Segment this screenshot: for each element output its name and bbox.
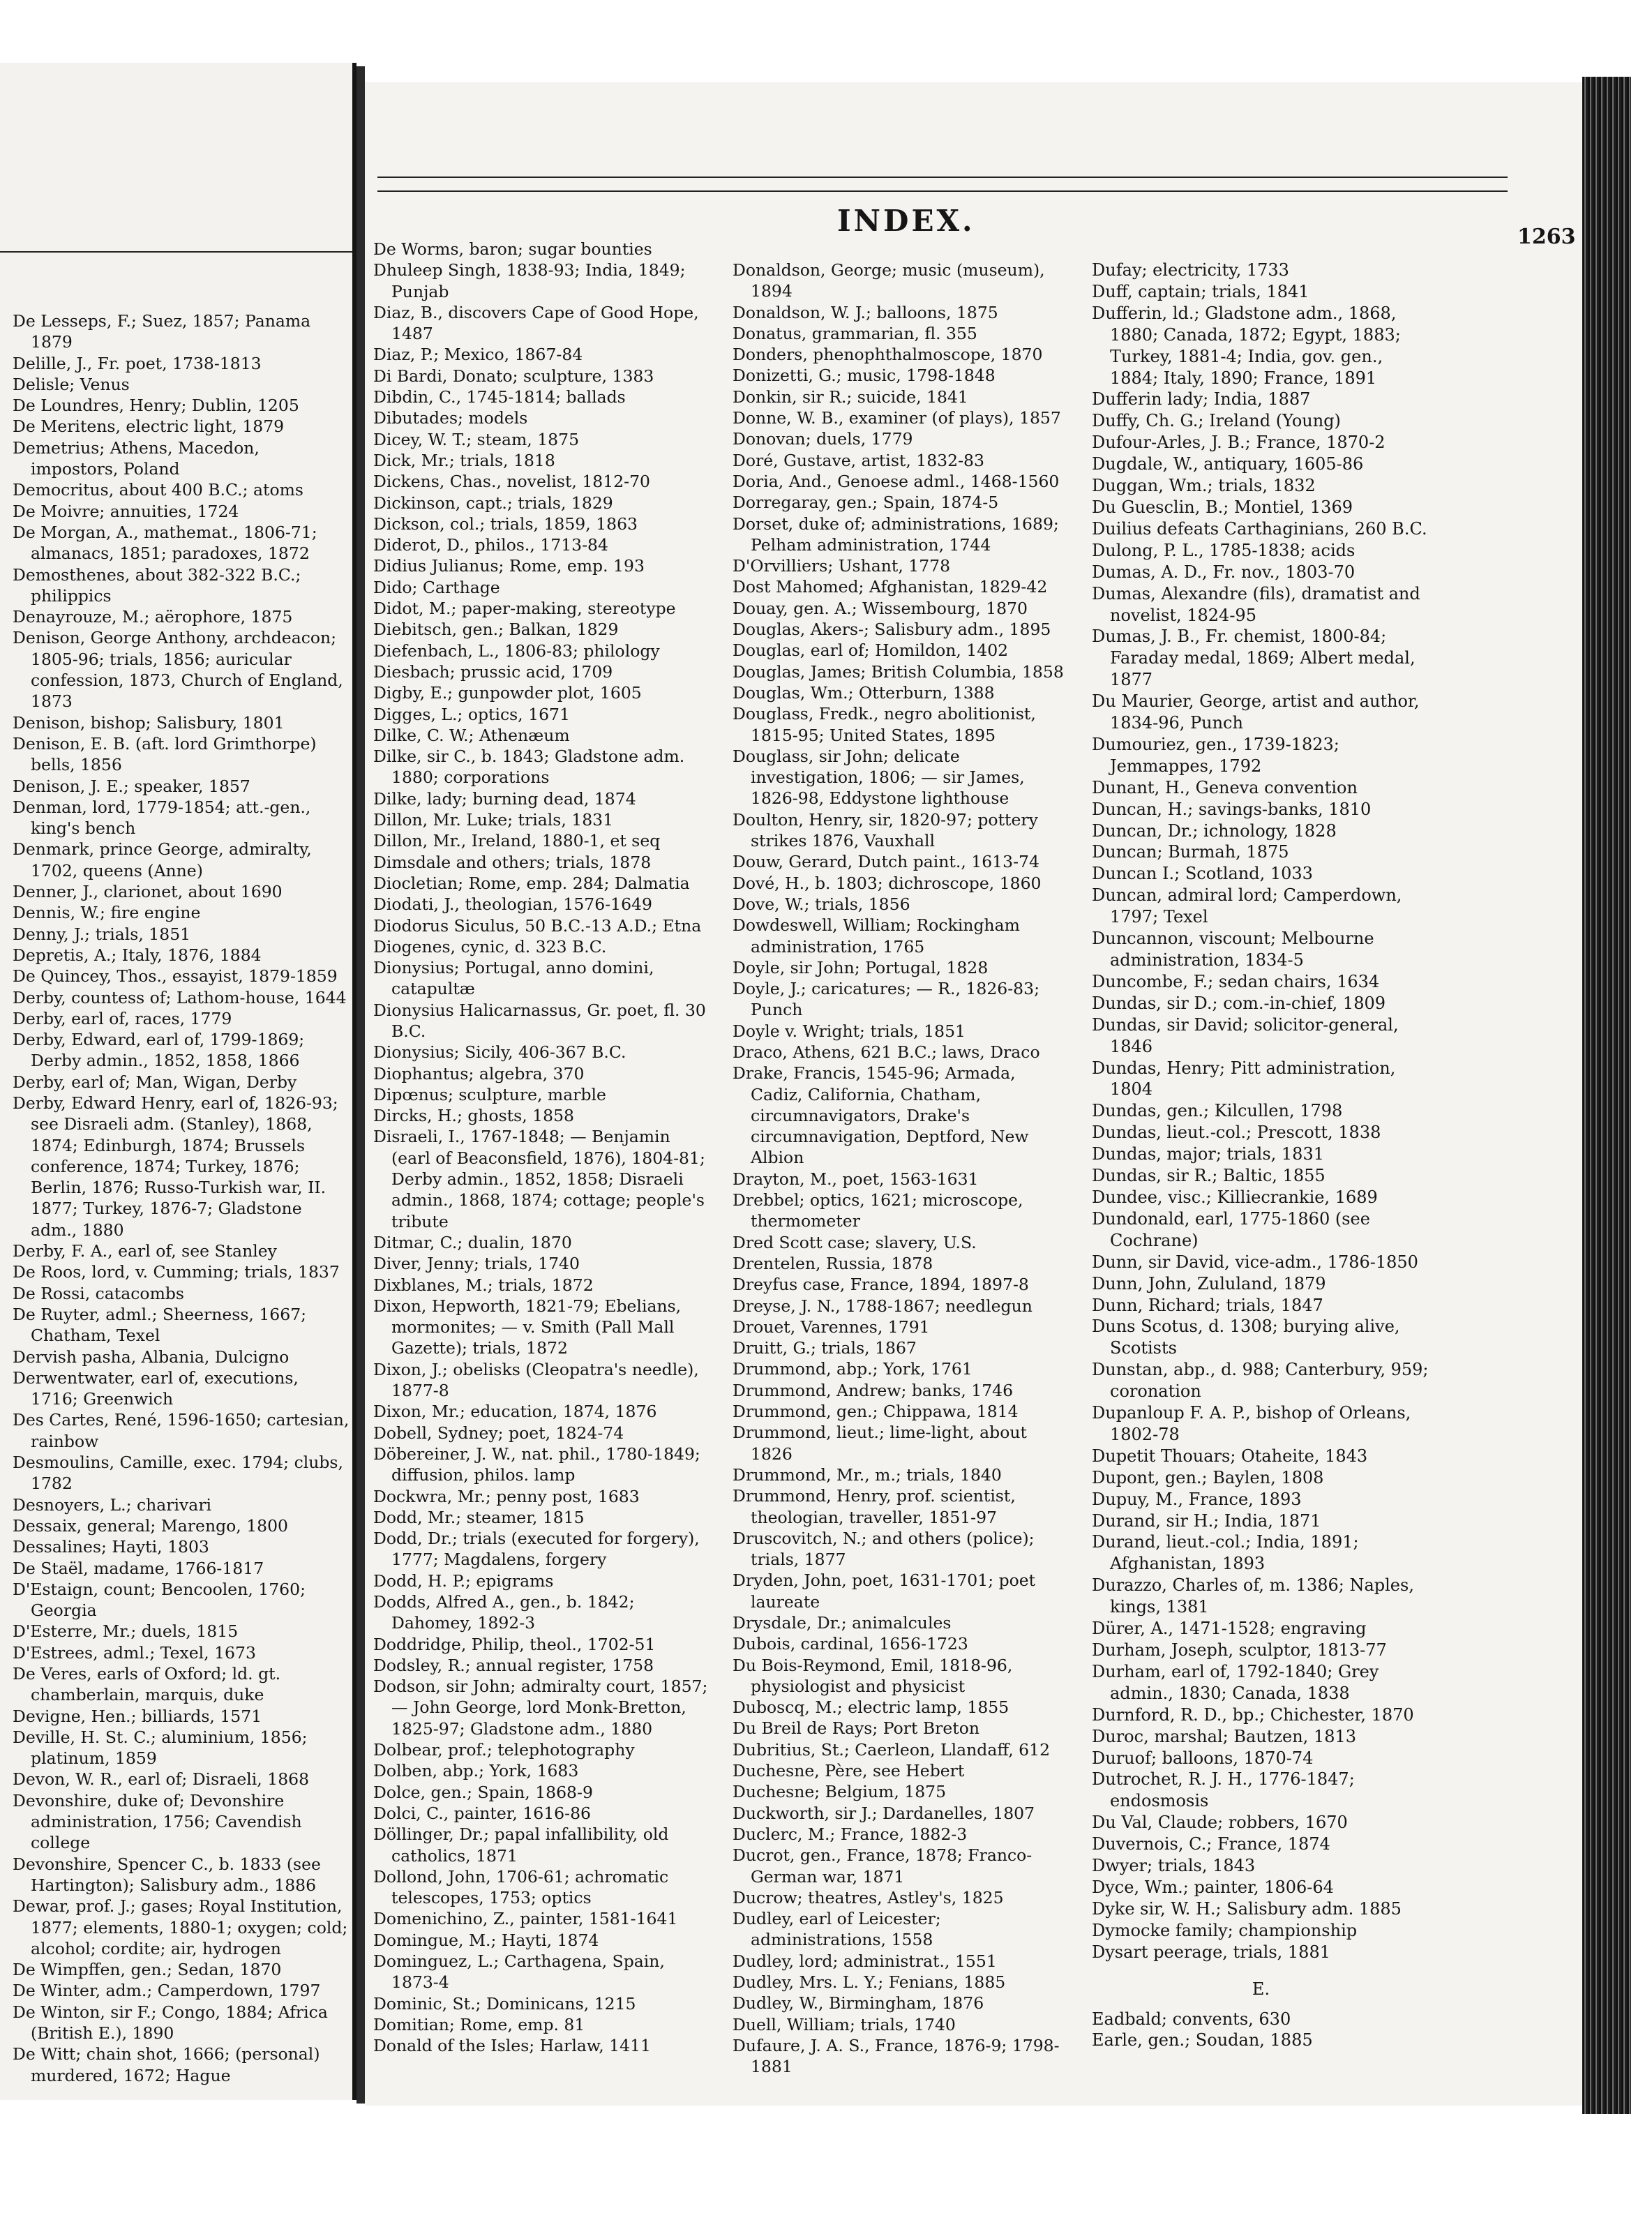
index-entry: Douglas, earl of; Homildon, 1402 [733,640,1009,661]
index-entry: Dunant, H., Geneva convention [1092,777,1358,797]
index-entry: Dorset, duke of; administrations, 1689; Pelham administration, 1744 [733,513,1059,555]
index-entry: Disraeli, I., 1767-1848; — Benjamin (earl of Beaconsfield, 1876), 1804-81; Derby admin., 1852, 1858; Disraeli admin., 1868, 1874; cottage; people's tribute [373,1127,705,1231]
index-entry: Duilius defeats Carthaginians, 260 B.C. [1092,518,1427,539]
index-column-2 [373,239,712,2057]
index-entry: Dumas, Alexandre (fils), dramatist and novelist, 1824-95 [1092,583,1420,625]
index-entry: Döllinger, Dr.; papal infallibility, old catholics, 1871 [373,1824,669,1866]
index-entry: Donatus, grammarian, fl. 355 [733,323,977,343]
index-entry: Duncan; Burmah, 1875 [1092,842,1289,862]
index-entry: Douglas, Wm.; Otterburn, 1388 [733,682,995,703]
index-entry: Dennis, W.; fire engine [13,903,201,923]
index-entry: Diodati, J., theologian, 1576-1649 [373,894,652,915]
index-entry: Duckworth, sir J.; Dardanelles, 1807 [733,1803,1035,1823]
index-entry: Dubois, cardinal, 1656-1723 [733,1634,968,1654]
index-entry: Dunstan, abp., d. 988; Canterbury, 959; coronation [1092,1360,1429,1402]
index-entry: Demetrius; Athens, Macedon, impostors, Poland [13,437,260,479]
page-edges [1582,77,1631,2114]
index-entry: Dundee, visc.; Killiecrankie, 1689 [1092,1187,1378,1207]
index-entry: Dundonald, earl, 1775-1860 (see Cochrane) [1092,1208,1370,1250]
index-entry: Diophantus; algebra, 370 [373,1063,585,1083]
index-entry: Donald of the Isles; Harlaw, 1411 [373,2036,651,2056]
index-entry: Döbereiner, J. W., nat. phil., 1780-1849; diffusion, philos. lamp [373,1444,700,1485]
index-entry: Druitt, G.; trials, 1867 [733,1338,917,1358]
index-entry: Diderot, D., philos., 1713-84 [373,535,608,555]
index-entry: Dolben, abp.; York, 1683 [373,1761,579,1781]
index-entry: Drayton, M., poet, 1563-1631 [733,1169,979,1189]
index-entry: Dibdin, C., 1745-1814; ballads [373,387,626,407]
index-entry: Donkin, sir R.; suicide, 1841 [733,387,968,407]
index-entry: Devonshire, duke of; Devonshire administration, 1756; Cavendish college [13,1790,302,1853]
index-entry: Doulton, Henry, sir, 1820-97; pottery strikes 1876, Vauxhall [733,809,1038,851]
index-entry: Denner, J., clarionet, about 1690 [13,882,283,902]
index-entry: Dionysius; Portugal, anno domini, catapultæ [373,958,654,999]
entries-letter-d [1092,260,1430,1963]
index-entry: Drysdale, Dr.; animalcules [733,1613,952,1633]
index-entry: Democritus, about 400 B.C.; atoms [13,480,303,500]
index-entry: Diaz, P.; Mexico, 1867-84 [373,345,583,365]
index-entry: Dundas, sir R.; Baltic, 1855 [1092,1166,1326,1186]
index-entry: Drummond, abp.; York, 1761 [733,1359,973,1379]
index-entry: Dodd, H. P.; epigrams [373,1570,554,1591]
index-entry: De Rossi, catacombs [13,1283,184,1303]
index-entry: Dilke, sir C., b. 1843; Gladstone adm. 1880; corporations [373,747,685,788]
index-entry: Devon, W. R., earl of; Disraeli, 1868 [13,1769,310,1790]
index-entry: Dwyer; trials, 1843 [1092,1856,1256,1876]
index-entry: Depretis, A.; Italy, 1876, 1884 [13,945,262,965]
book-gutter [356,66,365,2104]
index-entry: Digby, E.; gunpowder plot, 1605 [373,683,642,703]
index-entry: Derby, earl of, races, 1779 [13,1008,232,1028]
index-entry: D'Orvilliers; Ushant, 1778 [733,556,951,576]
index-entry: De Moivre; annuities, 1724 [13,501,239,521]
index-entry: Deville, H. St. C.; aluminium, 1856; platinum, 1859 [13,1727,308,1769]
index-entry: Dimsdale and others; trials, 1878 [373,852,652,872]
index-entry: Didius Julianus; Rome, emp. 193 [373,556,645,576]
index-entry: Dupetit Thouars; Otaheite, 1843 [1092,1446,1368,1466]
top-rule [377,177,1508,178]
index-entry: Demosthenes, about 382-322 B.C.; philippics [13,564,301,606]
index-column-1 [13,310,351,2086]
index-entry: Dewar, prof. J.; gases; Royal Institution, 1877; elements, 1880-1; oxygen; cold; alcohol; cordite; air, hydrogen [13,1896,348,1958]
index-entry: Duvernois, C.; France, 1874 [1092,1834,1330,1854]
index-entry: Dominguez, L.; Carthagena, Spain, 1873-4 [373,1951,665,1993]
index-entry: Diaz, B., discovers Cape of Good Hope, 1487 [373,302,699,344]
index-entry: Desmoulins, Camille, exec. 1794; clubs, 1782 [13,1453,343,1494]
index-entry: Donaldson, George; music (museum), 1894 [733,260,1045,301]
index-entry: Drake, Francis, 1545-96; Armada, Cadiz, California, Chatham, circumnavigators, Drake's circumnavigation, Deptford, New Albion [733,1063,1029,1168]
index-entry: Drebbel; optics, 1621; microscope, thermometer [733,1190,1023,1231]
index-entry: Dodd, Mr.; steamer, 1815 [373,1507,585,1527]
index-entry: Dunn, sir David, vice-adm., 1786-1850 [1092,1252,1418,1272]
index-entry: De Loundres, Henry; Dublin, 1205 [13,396,299,416]
index-entry: Earle, gen.; Soudan, 1885 [1092,2030,1313,2050]
index-entry: Dundas, sir D.; com.-in-chief, 1809 [1092,993,1386,1013]
index-entry: Du Bois-Reymond, Emil, 1818-96, physiologist and physicist [733,1655,1013,1696]
index-entry: Didot, M.; paper-making, stereotype [373,599,676,619]
index-entry: Drummond, gen.; Chippawa, 1814 [733,1402,1019,1422]
index-entry: De Veres, earls of Oxford; ld. gt. chamberlain, marquis, duke [13,1664,281,1705]
index-entry: Dunn, Richard; trials, 1847 [1092,1295,1323,1315]
index-entry: De Meritens, electric light, 1879 [13,417,285,437]
index-entry: Drouet, Varennes, 1791 [733,1317,930,1337]
index-entry: Dudley, W., Birmingham, 1876 [733,1993,984,2014]
index-entry: Dutrochet, R. J. H., 1776-1847; endosmosis [1092,1769,1355,1811]
index-entry: Dorregaray, gen.; Spain, 1874-5 [733,493,999,513]
index-entry: D'Estaign, count; Bencoolen, 1760; Georgia [13,1579,306,1621]
index-entry: Duncannon, viscount; Melbourne administration, 1834-5 [1092,929,1374,970]
index-entry: Donne, W. B., examiner (of plays), 1857 [733,408,1061,428]
index-entry: Du Val, Claude; robbers, 1670 [1092,1813,1348,1833]
index-entry: Dufay; electricity, 1733 [1092,260,1289,280]
index-entry: Dreyfus case, France, 1894, 1897-8 [733,1275,1029,1295]
index-entry: Du Maurier, George, artist and author, 1834-96, Punch [1092,691,1420,733]
index-entry: Doré, Gustave, artist, 1832-83 [733,450,984,470]
index-entry: Duclerc, M.; France, 1882-3 [733,1824,968,1844]
index-entry: Dryden, John, poet, 1631-1701; poet laureate [733,1570,1036,1612]
index-entry: Derby, Edward, earl of, 1799-1869; Derby admin., 1852, 1858, 1866 [13,1030,305,1071]
index-entry: De Lesseps, F.; Suez, 1857; Panama 1879 [13,311,311,352]
index-entry: Doyle v. Wright; trials, 1851 [733,1021,966,1041]
index-entry: Diefenbach, L., 1806-83; philology [373,640,660,661]
index-entry: Derby, countess of; Lathom-house, 1644 [13,987,347,1007]
index-entry: Diver, Jenny; trials, 1740 [373,1254,580,1274]
index-entry: Dundas, major; trials, 1831 [1092,1144,1324,1164]
index-entry: Ducrot, gen., France, 1878; Franco-German war, 1871 [733,1845,1032,1887]
index-entry: Duell, William; trials, 1740 [733,2014,956,2034]
index-entry: Dominic, St.; Dominicans, 1215 [373,1993,636,2014]
index-entry: Denny, J.; trials, 1851 [13,924,191,944]
index-entry: Eadbald; convents, 630 [1092,2009,1291,2029]
index-column-4 [1092,260,1430,2051]
index-entry: Dobell, Sydney; poet, 1824-74 [373,1423,624,1443]
index-entry: Douay, gen. A.; Wissembourg, 1870 [733,598,1028,618]
index-entry: De Witt; chain shot, 1666; (personal) murdered, 1672; Hague [13,2044,320,2085]
index-entry: De Roos, lord, v. Cumming; trials, 1837 [13,1262,340,1282]
index-entry: Derby, earl of; Man, Wigan, Derby [13,1072,297,1092]
index-entry: Diodorus Siculus, 50 B.C.-13 A.D.; Etna [373,915,702,936]
index-entry: Dessaix, general; Marengo, 1800 [13,1515,289,1536]
index-entry: Donizetti, G.; music, 1798-1848 [733,366,996,386]
index-entry: Dundas, gen.; Kilcullen, 1798 [1092,1101,1343,1121]
index-entry: Dilke, lady; burning dead, 1874 [373,788,636,809]
index-entry: Dulong, P. L., 1785-1838; acids [1092,540,1356,560]
section-letter-e: E. [1252,1979,1270,1999]
index-entry: Delille, J., Fr. poet, 1738-1813 [13,353,262,373]
index-entry: Dodsley, R.; annual register, 1758 [373,1655,654,1675]
index-entry: Dolci, C., painter, 1616-86 [373,1803,591,1823]
index-entry: Dové, H., b. 1803; dichroscope, 1860 [733,873,1042,893]
index-column-3 [733,260,1071,2078]
page-number: 1263 [1517,225,1576,249]
index-entry: De Staël, madame, 1766-1817 [13,1558,264,1578]
index-entry: Duncan I.; Scotland, 1033 [1092,864,1313,884]
index-entry: Derby, F. A., earl of, see Stanley [13,1241,277,1261]
index-entry: Dessalines; Hayti, 1803 [13,1537,209,1557]
index-entry: Ditmar, C.; dualin, 1870 [373,1232,572,1252]
index-entry: De Wimpffen, gen.; Sedan, 1870 [13,1960,282,1980]
index-entry: Dufaure, J. A. S., France, 1876-9; 1798-1881 [733,2035,1060,2077]
index-entry: Des Cartes, René, 1596-1650; cartesian, rainbow [13,1410,350,1451]
index-entry: Dundas, sir David; solicitor-general, 1846 [1092,1014,1399,1056]
index-entry: Dionysius Halicarnassus, Gr. poet, fl. 30 B.C. [373,1000,706,1041]
index-entry: Denison, J. E.; speaker, 1857 [13,776,250,796]
index-entry: Domenichino, Z., painter, 1581-1641 [373,1909,678,1929]
index-entry: Dowdeswell, William; Rockingham administration, 1765 [733,915,1020,957]
index-entry: Dundas, lieut.-col.; Prescott, 1838 [1092,1123,1381,1143]
index-entry: Dick, Mr.; trials, 1818 [373,450,555,470]
index-entry: Dupuy, M., France, 1893 [1092,1489,1302,1509]
index-entry: Douglas, James; British Columbia, 1858 [733,661,1064,682]
index-entry: Delisle; Venus [13,374,130,394]
index-entry: Dervish pasha, Albania, Dulcigno [13,1347,290,1367]
index-entry: Dolbear, prof.; telephotography [373,1740,635,1760]
index-entry: Donovan; duels, 1779 [733,429,913,449]
index-entry: Dupont, gen.; Baylen, 1808 [1092,1467,1324,1487]
index-entry: Douglass, Fredk., negro abolitionist, 1815-95; United States, 1895 [733,704,1036,745]
index-entry: Dumas, J. B., Fr. chemist, 1800-84; Faraday medal, 1869; Albert medal, 1877 [1092,627,1416,690]
index-entry: D'Estrees, adml.; Texel, 1673 [13,1642,256,1663]
index-entry: Dred Scott case; slavery, U.S. [733,1232,977,1252]
index-entry: Duruof; balloons, 1870-74 [1092,1748,1314,1768]
index-entry: Dodson, sir John; admiralty court, 1857; — John George, lord Monk-Bretton, 1825-97; Gladstone adm., 1880 [373,1677,708,1739]
index-entry: Dufferin, ld.; Gladstone adm., 1868, 1880; Canada, 1872; Egypt, 1883; Turkey, 1881-4; India, gov. gen., 1884; Italy, 1890; France, 1891 [1092,303,1401,388]
index-entry: Dumouriez, gen., 1739-1823; Jemmappes, 1792 [1092,734,1339,776]
index-entry: Doddridge, Philip, theol., 1702-51 [373,1634,656,1654]
index-entry: Dufour-Arles, J. B.; France, 1870-2 [1092,433,1386,453]
index-entry: Duchesne, Père, see Hebert [733,1761,965,1781]
index-entry: Devonshire, Spencer C., b. 1833 (see Hartington); Salisbury adm., 1886 [13,1854,321,1895]
index-entry: Domingue, M.; Hayti, 1874 [373,1930,599,1950]
index-entry: Dilke, C. W.; Athenæum [373,725,570,745]
entries-letter-e [1092,2009,1430,2052]
index-entry: Denison, bishop; Salisbury, 1801 [13,712,285,733]
index-entry: Duboscq, M.; electric lamp, 1855 [733,1697,1009,1718]
index-entry: Digges, L.; optics, 1671 [373,704,570,724]
index-entry: De Worms, baron; sugar bounties [373,239,652,259]
index-entry: Diesbach; prussic acid, 1709 [373,661,613,682]
index-entry: Dido; Carthage [373,577,500,597]
index-entry: Dircks, H.; ghosts, 1858 [373,1106,574,1126]
index-entry: Domitian; Rome, emp. 81 [373,2014,585,2034]
page-title: INDEX. [837,204,975,238]
index-entry: Duffy, Ch. G.; Ireland (Young) [1092,411,1341,431]
index-entry: Dundas, Henry; Pitt administration, 1804 [1092,1058,1396,1100]
index-entry: Drummond, lieut.; lime-light, about 1826 [733,1423,1027,1464]
index-entry: Diogenes, cynic, d. 323 B.C. [373,936,607,957]
left-page-rule [0,251,352,253]
index-entry: Dupanloup F. A. P., bishop of Orleans, 1802-78 [1092,1403,1411,1444]
index-entry: De Winton, sir F.; Congo, 1884; Africa (British E.), 1890 [13,2002,328,2044]
index-entry: Duchesne; Belgium, 1875 [733,1782,947,1802]
index-entry: Dost Mahomed; Afghanistan, 1829-42 [733,577,1048,597]
index-entry: Duncan, Dr.; ichnology, 1828 [1092,820,1337,841]
index-entry: Drummond, Andrew; banks, 1746 [733,1380,1014,1400]
index-entry: Doria, And., Genoese adml., 1468-1560 [733,471,1060,491]
index-entry: Doyle, J.; caricatures; — R., 1826-83; Punch [733,979,1039,1020]
index-entry: Derby, Edward Henry, earl of, 1826-93; see Disraeli adm. (Stanley), 1868, 1874; Edinburgh, 1874; Brussels conference, 1874; Turkey, 1876; Berlin, 1876; Russo-Turkish war, II. 1877; Turkey, 1876-7; Gladstone adm., 1880 [13,1093,338,1240]
index-entry: Duncan, admiral lord; Camperdown, 1797; Texel [1092,885,1402,927]
left-page [0,63,356,2100]
index-entry: Dickinson, capt.; trials, 1829 [373,493,613,513]
index-entry: Dickens, Chas., novelist, 1812-70 [373,472,650,492]
index-entry: Denison, George Anthony, archdeacon; 1805-96; trials, 1856; auricular confession, 1873, Church of England, 1873 [13,628,343,712]
index-entry: De Quincey, Thos., essayist, 1879-1859 [13,966,338,987]
index-entry: Dixon, Hepworth, 1821-79; Ebelians, mormonites; — v. Smith (Pall Mall Gazette); trials, 1872 [373,1296,682,1358]
index-entry: Ducrow; theatres, Astley's, 1825 [733,1887,1004,1907]
index-entry: Dunn, John, Zululand, 1879 [1092,1273,1326,1294]
index-entry: Durnford, R. D., bp.; Chichester, 1870 [1092,1704,1414,1725]
index-entry: Douglass, sir John; delicate investigation, 1806; — sir James, 1826-98, Eddystone lighthouse [733,746,1025,809]
index-entry: Dibutades; models [373,408,528,428]
index-entry: Duns Scotus, d. 1308; burying alive, Scotists [1092,1317,1400,1358]
index-entry: Dicey, W. T.; steam, 1875 [373,429,580,449]
index-entry: Diocletian; Rome, emp. 284; Dalmatia [373,873,690,893]
index-entry: Denman, lord, 1779-1854; att.-gen., king's bench [13,797,311,839]
index-entry: Dugdale, W., antiquary, 1605-86 [1092,454,1364,474]
index-entry: Dillon, Mr. Luke; trials, 1831 [373,810,614,830]
index-entry: Duroc, marshal; Bautzen, 1813 [1092,1726,1357,1746]
index-entry: Drummond, Mr., m.; trials, 1840 [733,1464,1002,1485]
index-entry: Donders, phenophthalmoscope, 1870 [733,345,1043,365]
index-entry: Dudley, Mrs. L. Y.; Fenians, 1885 [733,1972,1006,1993]
index-entry: Douglas, Akers-; Salisbury adm., 1895 [733,620,1051,640]
index-entry: Dreyse, J. N., 1788-1867; needlegun [733,1296,1032,1316]
index-entry: Dubritius, St.; Caerleon, Llandaff, 612 [733,1739,1051,1760]
index-entry: Drummond, Henry, prof. scientist, theologian, traveller, 1851-97 [733,1486,1016,1527]
index-entry: De Winter, adm.; Camperdown, 1797 [13,1981,321,2001]
index-entry: Denmark, prince George, admiralty, 1702, queens (Anne) [13,839,312,880]
index-entry: Dickson, col.; trials, 1859, 1863 [373,513,638,534]
index-entry: Di Bardi, Donato; sculpture, 1383 [373,366,654,386]
index-entry: Dionysius; Sicily, 406-367 B.C. [373,1042,626,1063]
index-entry: Dolce, gen.; Spain, 1868-9 [373,1782,593,1802]
index-entry: Devigne, Hen.; billiards, 1571 [13,1706,262,1726]
index-entry: Dockwra, Mr.; penny post, 1683 [373,1486,640,1506]
index-entry: Drentelen, Russia, 1878 [733,1253,933,1273]
index-entry: Du Guesclin, B.; Montiel, 1369 [1092,497,1353,517]
index-entry: Dudley, earl of Leicester; administrations, 1558 [733,1909,941,1950]
index-entry: Druscovitch, N.; and others (police); trials, 1877 [733,1528,1035,1570]
index-entry: De Ruyter, adml.; Sheerness, 1667; Chatham, Texel [13,1304,307,1346]
index-entry: Dyke sir, W. H.; Salisbury adm. 1885 [1092,1898,1402,1919]
index-entry: Durazzo, Charles of, m. 1386; Naples, kings, 1381 [1092,1575,1414,1617]
index-entry: Dysart peerage, trials, 1881 [1092,1942,1330,1962]
index-entry: Dixon, Mr.; education, 1874, 1876 [373,1402,657,1422]
index-entry: D'Esterre, Mr.; duels, 1815 [13,1621,239,1642]
index-entry: Durand, sir H.; India, 1871 [1092,1510,1321,1531]
index-entry: Desnoyers, L.; charivari [13,1494,212,1515]
index-entry: Donaldson, W. J.; balloons, 1875 [733,302,998,322]
index-entry: Douw, Gerard, Dutch paint., 1613-74 [733,852,1039,872]
index-entry: Dyce, Wm.; painter, 1806-64 [1092,1877,1334,1897]
index-entry: Dhuleep Singh, 1838-93; India, 1849; Punjab [373,260,686,301]
index-entry: Dove, W.; trials, 1856 [733,894,910,914]
index-entry: Durham, earl of, 1792-1840; Grey admin., 1830; Canada, 1838 [1092,1661,1379,1703]
index-entry: Duff, captain; trials, 1841 [1092,281,1309,301]
index-entry: Dodds, Alfred A., gen., b. 1842; Dahomey, 1892-3 [373,1592,635,1633]
index-entry: Durand, lieut.-col.; India, 1891; Afghanistan, 1893 [1092,1532,1359,1574]
index-entry: Durham, Joseph, sculptor, 1813-77 [1092,1640,1387,1660]
index-entry: Dodd, Dr.; trials (executed for forgery), 1777; Magdalens, forgery [373,1529,700,1570]
index-entry: Duggan, Wm.; trials, 1832 [1092,476,1316,496]
index-entry: Duncombe, F.; sedan chairs, 1634 [1092,971,1380,991]
index-entry: Dumas, A. D., Fr. nov., 1803-70 [1092,562,1356,582]
index-entry: Dollond, John, 1706-61; achromatic telescopes, 1753; optics [373,1866,669,1908]
index-entry: Denison, E. B. (aft. lord Grimthorpe) bells, 1856 [13,733,317,775]
index-entry: Dymocke family; championship [1092,1920,1358,1940]
index-entry: Diebitsch, gen.; Balkan, 1829 [373,620,619,640]
index-entry: Dudley, lord; administrat., 1551 [733,1951,997,1971]
index-entry: Doyle, sir John; Portugal, 1828 [733,957,989,977]
index-entry: Dürer, A., 1471-1528; engraving [1092,1619,1367,1639]
index-entry: Derwentwater, earl of, executions, 1716; Greenwich [13,1367,299,1409]
index-entry: Dixon, J.; obelisks (Cleopatra's needle), 1877-8 [373,1359,699,1401]
index-entry: Draco, Athens, 621 B.C.; laws, Draco [733,1042,1040,1062]
index-entry: Dillon, Mr., Ireland, 1880-1, et seq [373,831,661,851]
index-entry: Duncan, H.; savings-banks, 1810 [1092,799,1372,819]
index-entry: Denayrouze, M.; aërophore, 1875 [13,607,293,627]
header-rule [377,190,1508,192]
index-entry: Du Breil de Rays; Port Breton [733,1718,980,1739]
index-entry: Dufferin lady; India, 1887 [1092,389,1311,410]
index-entry: De Morgan, A., mathemat., 1806-71; almanacs, 1851; paradoxes, 1872 [13,522,317,564]
index-entry: Dixblanes, M.; trials, 1872 [373,1275,594,1295]
index-entry: Dipœnus; sculpture, marble [373,1084,606,1104]
